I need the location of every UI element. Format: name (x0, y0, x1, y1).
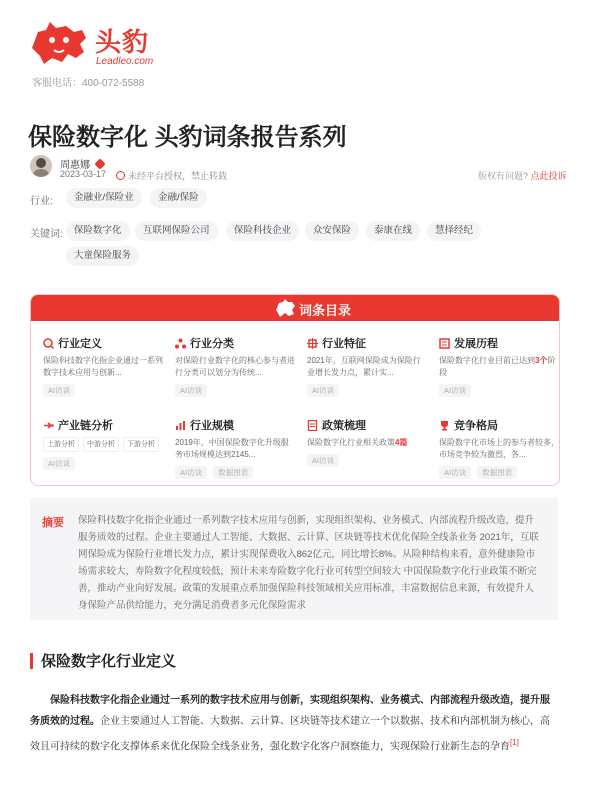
industry-tag[interactable]: 金融业/保险业 (66, 188, 142, 208)
ai-interview-pill[interactable]: AI访谈 (175, 384, 207, 397)
toc-item[interactable] (175, 335, 295, 397)
toc-item-title: 政策梳理 (322, 420, 366, 432)
toc-item-desc: 2019年，中国保险数字化升级服务市场规模达到2145... (175, 438, 289, 459)
keyword-tag[interactable]: 保险数字化 (66, 221, 130, 241)
chain-icon (43, 420, 54, 431)
keyword-tag[interactable]: 众安保险 (305, 221, 359, 241)
keyword-tag[interactable]: 泰康在线 (366, 221, 420, 241)
abstract-text: 保险科技数字化指企业通过一系列数字技术应用与创新，实现组织架构、业务模式、内部流程升级改造，提升服务质效的过程。企业主要通过人工智能、大数据、云计算、区块链等技术优化保险全线条业务 2021年，互联网保险成为保险行业增长发力点，累计实现保费收入862亿元，同比增长8%。从险种结构来看，意外健康险市场需求较大，寿险数字化程度较低，预计未来寿险数字化行业可转型空间较大 中国保险数字化行业政策不断完善，推动产业向好发展。政策的发展重点系加强保险科技领域相关应用标准，丰富数据信息来源，有效提升人身保险产品供给能力，充分满足消费者多元化保险需求 (78, 515, 539, 611)
section-body-text: 企业主要通过人工智能、大数据、云计算、区块链等技术建立一个以数据、技术和内部机制为核心，高效且可持续的数字化支撑体系来优化保险全线条业务，强化数字化客户洞察能力，实现保险行业新生态的孕育 (30, 716, 550, 753)
logo-text: 头豹 (95, 27, 150, 57)
scale-icon (175, 420, 186, 431)
toc-item[interactable] (43, 335, 163, 397)
ai-interview-pill[interactable]: AI访谈 (43, 457, 75, 470)
toc-item-desc-text: 保险数字化行业相关政策 (307, 438, 395, 447)
ai-interview-pill[interactable]: AI访谈 (307, 384, 339, 397)
toc-item-desc: 2021年，互联网保险成为保险行业增长发力点，累计实... (307, 356, 421, 377)
section-bold-text: 保险科技数字化指企业通过一系列的数字技术应用与创新，实现组织架构、业务模式、内部流程升级改造，提升服务质效的过程。 (30, 695, 550, 727)
feature-icon (307, 338, 318, 349)
logo-subtitle: Leadleo.com (96, 56, 154, 67)
section-title: 保险数字化行业定义 (41, 653, 177, 670)
competition-icon (439, 420, 450, 431)
data-chart-pill[interactable]: 数据图表 (477, 466, 517, 479)
keywords-label: 关键词: (30, 229, 63, 240)
toc-header (31, 295, 559, 321)
ai-interview-pill[interactable]: AI访谈 (43, 384, 75, 397)
toc-item-title: 行业分类 (190, 338, 234, 350)
user-avatar-icon (30, 155, 52, 177)
toc-item-desc-suffix: 阶段 (439, 356, 556, 377)
toc-item-title: 行业规模 (190, 420, 234, 432)
toc-item-desc: 对保险行业数字化的核心参与者进行分类可以划分为传统... (175, 356, 295, 377)
section-heading (30, 650, 176, 671)
policy-icon (307, 420, 318, 431)
toc-item-title: 产业链分析 (58, 420, 113, 432)
keyword-tag[interactable]: 保险科技企业 (226, 221, 299, 241)
ai-interview-pill[interactable]: AI访谈 (439, 466, 471, 479)
report-link-area (478, 169, 567, 182)
toc-item-title: 发展历程 (454, 338, 498, 350)
toc-item-desc (307, 437, 427, 449)
toc-title: 词条目录 (299, 303, 352, 318)
industry-label: 行业: (30, 196, 53, 207)
keyword-tag[interactable]: 互联网保险公司 (135, 221, 218, 241)
upstream-chip[interactable]: 上游分析 (43, 437, 79, 452)
author-badge-icon (94, 158, 105, 169)
toc-item[interactable] (43, 417, 163, 470)
leopard-head-icon (274, 298, 296, 318)
toc-item-desc-text: 保险数字化行业目前已达到 (439, 356, 535, 365)
table-of-contents (30, 294, 560, 486)
toc-item[interactable] (307, 335, 427, 397)
toc-item-title: 行业特征 (322, 338, 366, 350)
author-name-text[interactable]: 周惠娜 (60, 160, 90, 171)
toc-item[interactable] (307, 417, 427, 467)
forbidden-icon (116, 171, 125, 180)
avatar (30, 155, 52, 177)
abstract-box (30, 498, 558, 620)
policy-count: 4篇 (395, 438, 408, 447)
keyword-tag[interactable]: 慧择经纪 (427, 221, 481, 241)
downstream-chip[interactable]: 下游分析 (123, 437, 159, 452)
toc-item-desc (439, 355, 559, 379)
keyword-tag[interactable]: 大童保险服务 (66, 246, 139, 266)
ai-interview-pill[interactable]: AI访谈 (439, 384, 471, 397)
publish-date: 2023-03-17 (60, 169, 107, 179)
industry-tag[interactable]: 金融/保险 (150, 188, 207, 208)
service-phone: 客服电话：400-072-5588 (32, 78, 145, 89)
abstract-label: 摘要 (42, 517, 64, 529)
section-body (30, 690, 558, 757)
data-chart-pill[interactable]: 数据图表 (213, 466, 253, 479)
toc-item[interactable] (439, 417, 559, 479)
ai-interview-pill[interactable]: AI访谈 (175, 466, 207, 479)
toc-item[interactable] (175, 417, 295, 479)
stage-count: 3个 (535, 356, 548, 365)
report-link[interactable]: 点此投诉 (530, 171, 567, 181)
classification-icon (175, 338, 186, 349)
toc-item-title: 行业定义 (58, 338, 102, 350)
definition-icon (43, 338, 54, 349)
leopard-logo-icon (28, 18, 90, 68)
midstream-chip[interactable]: 中游分析 (83, 437, 119, 452)
copyright-notice-text: 未经平台授权，禁止转载 (128, 171, 228, 181)
history-icon (439, 338, 450, 349)
toc-item-title: 竞争格局 (454, 420, 498, 432)
report-prefix: 版权有问题? (478, 171, 529, 181)
page-title: 保险数字化 头豹词条报告系列 (28, 124, 347, 151)
copyright-notice (116, 169, 227, 182)
reference-link[interactable]: [1] (510, 738, 519, 747)
toc-item-desc: 保险数字化市场上的参与者较多，市场竞争较为激烈，各... (439, 438, 559, 459)
toc-item-desc: 保险科技数字化指企业通过一系列数字技术应用与创新... (43, 356, 163, 377)
chain-chips (43, 437, 163, 452)
section-accent-bar (30, 653, 33, 669)
ai-interview-pill[interactable]: AI访谈 (307, 454, 339, 467)
toc-item[interactable] (439, 335, 559, 397)
